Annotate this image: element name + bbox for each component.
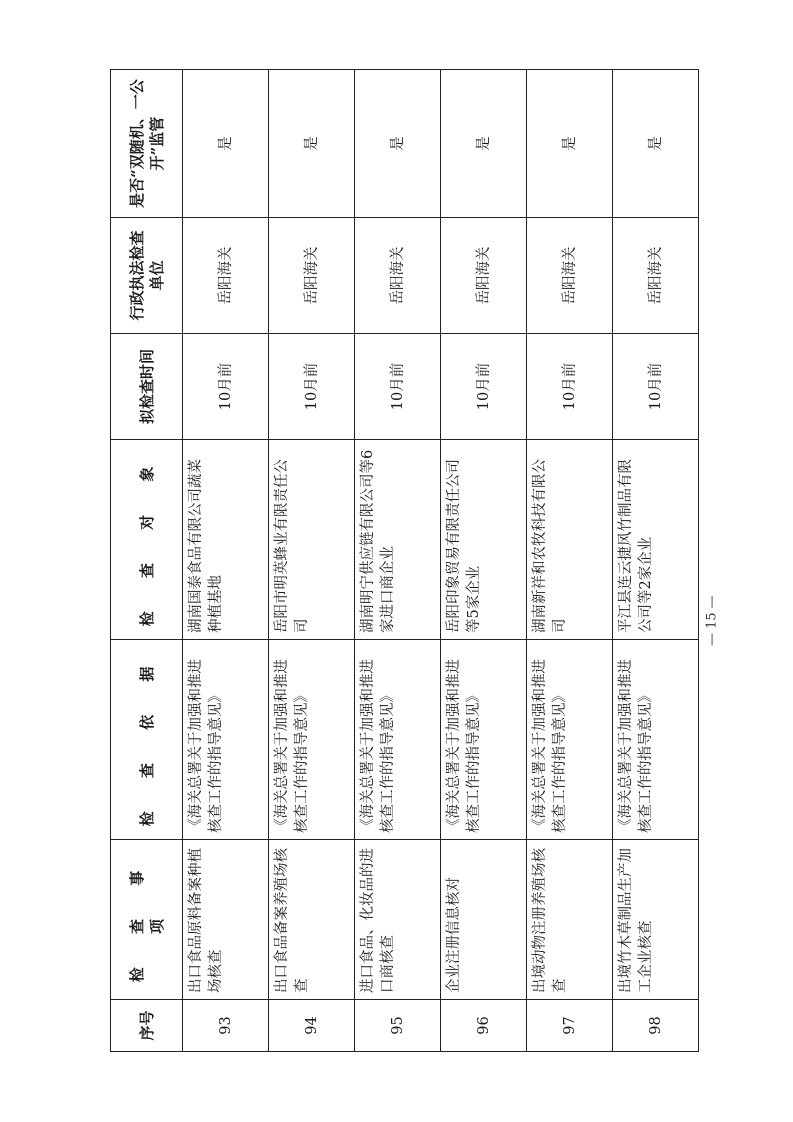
row-unit: 岳阳海关 bbox=[441, 218, 527, 334]
row-time: 10月前 bbox=[183, 334, 269, 440]
row-dual: 是 bbox=[441, 70, 527, 218]
row-seq: 97 bbox=[527, 1000, 613, 1052]
row-target: 岳阳印象贸易有限责任公司等5家企业 bbox=[441, 440, 527, 640]
table-row bbox=[269, 70, 355, 1052]
row-dual: 是 bbox=[527, 70, 613, 218]
header-dual: 是否“双随机、一公开”监管 bbox=[111, 70, 183, 218]
row-time: 10月前 bbox=[441, 334, 527, 440]
row-time: 10月前 bbox=[355, 334, 441, 440]
row-dual: 是 bbox=[355, 70, 441, 218]
table-row bbox=[441, 70, 527, 1052]
header-seq: 序号 bbox=[111, 1000, 183, 1052]
header-unit: 行政执法检查单位 bbox=[111, 218, 183, 334]
row-basis: 《海关总署关于加强和推进核查工作的指导意见》 bbox=[355, 640, 441, 840]
row-item: 出境动物注册养殖场核查 bbox=[527, 840, 613, 1000]
row-unit: 岳阳海关 bbox=[613, 218, 699, 334]
row-item: 企业注册信息核对 bbox=[441, 840, 527, 1000]
row-basis: 《海关总署关于加强和推进核查工作的指导意见》 bbox=[613, 640, 699, 840]
row-time: 10月前 bbox=[527, 334, 613, 440]
table-row bbox=[183, 70, 269, 1052]
table-row bbox=[527, 70, 613, 1052]
table-row bbox=[355, 70, 441, 1052]
row-item: 出口食品原料备案种植场核查 bbox=[183, 840, 269, 1000]
rotated-page bbox=[110, 70, 698, 1052]
row-time: 10月前 bbox=[613, 334, 699, 440]
row-time: 10月前 bbox=[269, 334, 355, 440]
row-target: 湖南新祥和农牧科技有限公司 bbox=[527, 440, 613, 640]
row-seq: 94 bbox=[269, 1000, 355, 1052]
row-unit: 岳阳海关 bbox=[183, 218, 269, 334]
row-seq: 95 bbox=[355, 1000, 441, 1052]
row-unit: 岳阳海关 bbox=[527, 218, 613, 334]
row-dual: 是 bbox=[269, 70, 355, 218]
row-seq: 98 bbox=[613, 1000, 699, 1052]
row-dual: 是 bbox=[613, 70, 699, 218]
row-basis: 《海关总署关于加强和推进核查工作的指导意见》 bbox=[183, 640, 269, 840]
row-target: 湖南国泰食品有限公司蔬菜种植基地 bbox=[183, 440, 269, 640]
table-row bbox=[613, 70, 699, 1052]
row-basis: 《海关总署关于加强和推进核查工作的指导意见》 bbox=[441, 640, 527, 840]
row-item: 进口食品、化妆品的进口商核查 bbox=[355, 840, 441, 1000]
header-item: 检 查 事 项 bbox=[111, 840, 183, 1000]
row-item: 出境竹木草制品生产加工企业核查 bbox=[613, 840, 699, 1000]
row-seq: 96 bbox=[441, 1000, 527, 1052]
header-target: 检 查 对 象 bbox=[111, 440, 183, 640]
row-target: 岳阳市明英蜂业有限责任公司 bbox=[269, 440, 355, 640]
row-unit: 岳阳海关 bbox=[269, 218, 355, 334]
row-seq: 93 bbox=[183, 1000, 269, 1052]
inspection-table bbox=[110, 69, 699, 1052]
page-number: — 15 — bbox=[704, 595, 720, 647]
header-time: 拟检查时间 bbox=[111, 334, 183, 440]
row-dual: 是 bbox=[183, 70, 269, 218]
header-basis: 检 查 依 据 bbox=[111, 640, 183, 840]
row-unit: 岳阳海关 bbox=[355, 218, 441, 334]
row-target: 湖南明宁供应链有限公司等6家进口商企业 bbox=[355, 440, 441, 640]
header-row bbox=[111, 70, 183, 1052]
row-basis: 《海关总署关于加强和推进核查工作的指导意见》 bbox=[527, 640, 613, 840]
row-target: 平江县连云捷风竹制品有限公司等2家企业 bbox=[613, 440, 699, 640]
row-item: 出口食品备案养殖场核查 bbox=[269, 840, 355, 1000]
row-basis: 《海关总署关于加强和推进核查工作的指导意见》 bbox=[269, 640, 355, 840]
